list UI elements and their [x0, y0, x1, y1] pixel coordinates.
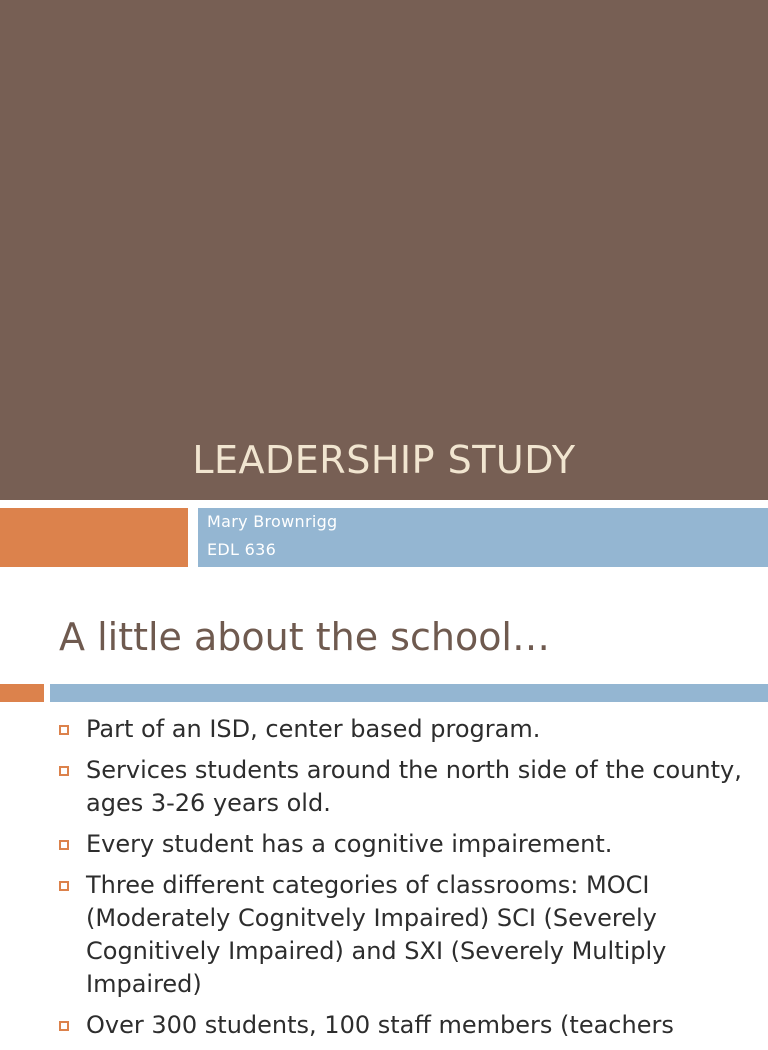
bullet-text: Services students around the north side of the county, ages 3-26 years old.	[86, 756, 742, 817]
bullet-text: Three different categories of classrooms: MOCI (Moderately Cognitvely Impaired) SCI (Severely Cognitively Impaired) and SXI (Severely Multiply Impaired)	[86, 871, 667, 998]
section-rule-orange	[0, 684, 44, 702]
bullet-text: Every student has a cognitive impairement.	[86, 830, 613, 858]
bullet-text: Part of an ISD, center based program.	[86, 715, 541, 743]
course-code: EDL 636	[207, 540, 277, 559]
list-item	[59, 754, 749, 820]
section-title: A little about the school…	[59, 615, 550, 659]
list-item	[59, 869, 749, 1001]
list-item	[59, 828, 749, 861]
section-rule-blue	[50, 684, 768, 702]
bullet-text: Over 300 students, 100 staff members (teachers	[86, 1011, 674, 1039]
square-bullet-icon	[59, 1021, 69, 1031]
square-bullet-icon	[59, 766, 69, 776]
square-bullet-icon	[59, 881, 69, 891]
square-bullet-icon	[59, 725, 69, 735]
square-bullet-icon	[59, 840, 69, 850]
slide-title: LEADERSHIP STUDY	[192, 438, 576, 482]
title-slide-background	[0, 0, 768, 500]
author-name: Mary Brownrigg	[207, 512, 338, 531]
bullet-list	[59, 713, 749, 1050]
list-item	[59, 1009, 749, 1042]
list-item	[59, 713, 749, 746]
accent-bar-orange	[0, 508, 188, 567]
